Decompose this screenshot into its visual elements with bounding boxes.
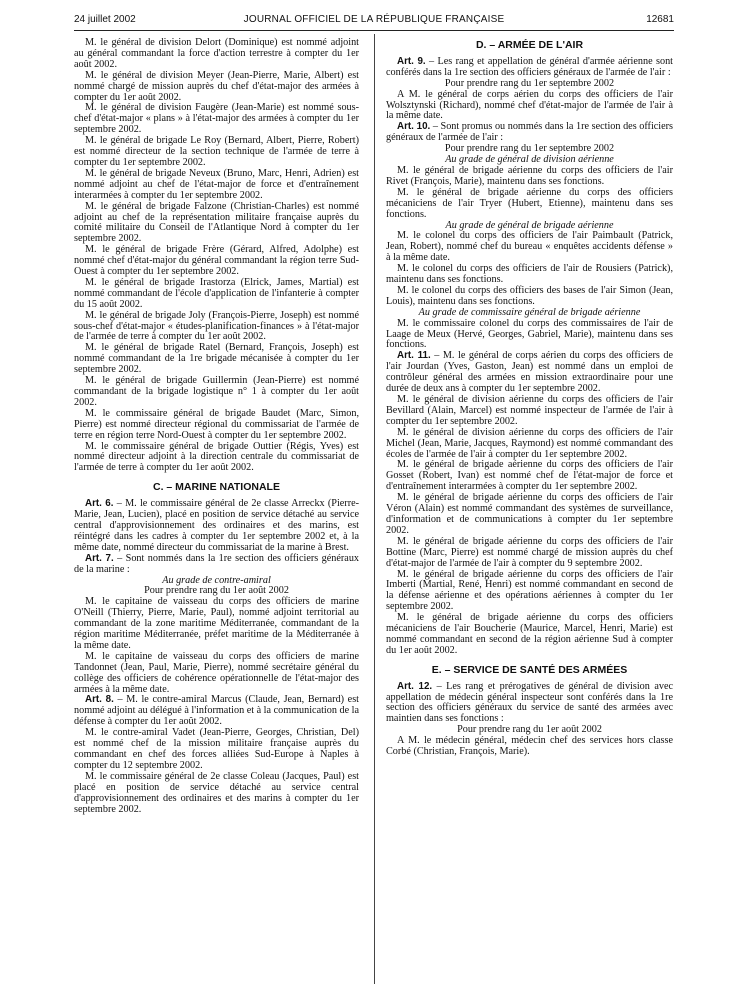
grade-subheading: Au grade de général de division aérienne — [445, 154, 614, 166]
paragraph: A M. le général de corps aérien du corps des officiers de l'air Wolsztynski (Richard), nommé chef d'état-major de l'armée de l'air à la même date. — [386, 88, 673, 122]
rank-date-line: Pour prendre rang du 1er août 2002 — [457, 724, 602, 736]
header-date: 24 juillet 2002 — [74, 14, 136, 25]
article-text: – M. le commissaire général de 2e classe Arreckx (Pierre-Marie, Jean, Lucien), placé en position de service détaché au service central d'approvisionnement des ordinaires et des marins, est réintégré dans les cadres à compter du 1er septembre 2002 et, à la même date, nommé directeur du commissariat de la marine à Brest. — [74, 498, 360, 553]
article-label: Art. 10. — [397, 121, 431, 133]
article-label: Art. 11. — [397, 350, 431, 362]
column-divider — [374, 34, 375, 984]
header-title: JOURNAL OFFICIEL DE LA RÉPUBLIQUE FRANÇAISE — [243, 14, 505, 25]
article-7 — [74, 554, 359, 576]
paragraph: M. le commissaire général de brigade Baudet (Marc, Simon, Pierre) est nommé directeur régional du commissariat de l'armée de terre en région terre Nord-Ouest à compter du 1er septembre 2002. — [74, 407, 359, 441]
paragraph: M. le général de brigade aérienne du corps des officiers mécaniciens de l'air Tryer (Hubert, Etienne), maintenu dans ses fonctions. — [386, 186, 673, 220]
article-label: Art. 7. — [85, 552, 114, 564]
paragraph: M. le général de brigade Le Roy (Bernard, Albert, Pierre, Robert) est nommé directeur de la section technique de l'armée de terre à compter du 1er septembre 2002. — [74, 135, 359, 168]
page-header — [74, 12, 674, 31]
article-8 — [74, 695, 359, 728]
paragraph: M. le général de brigade Irastorza (Elrick, James, Martial) est nommé commandant de l'école d'application de l'infanterie à compter du 15 août 2002. — [74, 276, 359, 310]
article-text: – Sont promus ou nommés dans la 1re section des officiers généraux de l'armée de l'air : — [386, 121, 674, 144]
paragraph: M. le général de brigade Falzone (Christian-Charles) est nommé adjoint au chef de la représentation militaire française auprès du comité militaire du Conseil de l'Atlantique Nord à compter du 1er septembre 2002. — [74, 200, 359, 245]
paragraph: M. le général de brigade aérienne du corps des officiers de l'air Imberti (Martial, René, Henri) est nommé commandant en second de la défense aérienne et des opérations aériennes à compter du 1er septembre 2002. — [386, 568, 673, 613]
paragraph: M. le général de brigade Guillermin (Jean-Pierre) est nommé commandant de la brigade logistique n° 1 à compter du 1er août 2002. — [74, 375, 359, 408]
paragraph: M. le colonel du corps des officiers de l'air de Rousiers (Patrick), maintenu dans ses fonctions. — [386, 263, 673, 286]
article-text: – Les rang et appellation de général d'armée aérienne sont conférés dans la 1re section des officiers généraux de l'armée de l'air : — [386, 55, 674, 78]
grade-subheading: Au grade de général de brigade aérienne — [445, 219, 614, 231]
paragraph: M. le capitaine de vaisseau du corps des officiers de marine O'Neill (Thierry, Pierre, Marie, Paul), nommé adjoint territorial au commandant de la zone maritime Méditerranée, commandant de la région maritime Méditerranée, préfet maritime de la Méditerranée à la même date. — [74, 596, 359, 651]
paragraph: M. le général de brigade aérienne du corps des officiers de l'air Véron (Alain) est nommé commandant des systèmes de surveillance, d'information et de communications à compter du 1er septembre 2002. — [386, 492, 673, 536]
rank-date-line: Pour prendre rang du 1er septembre 2002 — [444, 77, 615, 89]
paragraph: A M. le médecin général, médecin chef des services hors classe Corbé (Christian, François, Marie). — [386, 735, 673, 758]
article-10 — [386, 122, 673, 144]
article-text: – M. le contre-amiral Marcus (Claude, Jean, Bernard) est nommé adjoint au délégué à l'information et à la communication de la défense à compter du 1er août 2002. — [74, 694, 360, 728]
section-heading-sante: E. – SERVICE DE SANTÉ DES ARMÉES — [431, 663, 628, 676]
paragraph: M. le général de division aérienne du corps des officiers de l'air Michel (Jean, Marie, Jacques, Raymond) est nommé commandant des écoles de l'armée de l'air à compter du 1er septembre 2002. — [386, 426, 673, 460]
paragraph: M. le général de brigade Joly (François-Pierre, Joseph) est nommé sous-chef d'état-major « études-planification-finances » à l'état-major de l'armée de terre à compter du 1er août 2002. — [74, 309, 359, 343]
paragraph: M. le colonel du corps des officiers des bases de l'air Simon (Jean, Louis), maintenu dans ses fonctions. — [386, 284, 673, 307]
article-text: – M. le général de corps aérien du corps des officiers de l'air Jourdan (Yves, Gaston, Jean) est nommé dans un emploi de contrôleur général des armées en mission extraordinaire pour une durée de deux ans à compter du 1er septembre 2002. — [386, 350, 673, 395]
paragraph: M. le général de division Faugère (Jean-Marie) est nommé sous-chef d'état-major « plans » à l'état-major des armées à compter du 1er septembre 2002. — [74, 102, 359, 136]
paragraph: M. le général de brigade aérienne du corps des officiers de l'air Bottine (Marc, Pierre) est nommé chargé de mission auprès du chef d'état-major de l'armée de l'air à compter du 9 septembre 2002. — [386, 535, 673, 569]
paragraph: M. le général de brigade Ratel (Bernard, François, Joseph) est nommé commandant de la 1re brigade mécanisée à compter du 1er septembre 2002. — [74, 342, 359, 376]
paragraph: M. le général de brigade Frère (Gérard, Alfred, Adolphe) est nommé chef d'état-major du général commandant la région terre Sud-Ouest à compter du 1er septembre 2002. — [74, 244, 359, 278]
rank-date-line: Pour prendre rang du 1er août 2002 — [144, 585, 289, 597]
paragraph: M. le contre-amiral Vadet (Jean-Pierre, Georges, Christian, Del) est nommé chef de la mission militaire française auprès du commandant en chef des forces alliées Sud-Europe à Naples à compter du 12 septembre 2002. — [74, 727, 359, 771]
paragraph: M. le général de brigade aérienne du corps des officiers mécaniciens de l'air Boucherie (Maurice, Marcel, Henri, Marie) est nommé commandant en second de la région aérienne Sud à compter du 1er août 2002. — [386, 612, 673, 656]
article-text: – Les rang et prérogatives de général de division avec appellation de médecin général inspecteur sont conférés dans la 1re section des officiers généraux du service de santé des armées avec maintien dans ses fonctions : — [386, 680, 673, 725]
paragraph: M. le général de brigade aérienne du corps des officiers de l'air Gosset (Robert, Ivan) est nommé chef de l'état-major de force et d'entraînement interarmées à compter du 1er septembre 2002. — [386, 459, 673, 493]
paragraph: M. le commissaire colonel du corps des commissaires de l'air de Laage de Meux (Hervé, Georges, Gabriel, Marie), maintenu dans ses fonctions. — [386, 317, 673, 351]
grade-subheading: Au grade de commissaire général de brigade aérienne — [418, 306, 641, 318]
article-9 — [386, 57, 673, 79]
article-12 — [386, 682, 673, 726]
paragraph: M. le général de division Meyer (Jean-Pierre, Marie, Albert) est nommé chargé de mission auprès du chef d'état-major des armées à compter du 1er août 2002. — [74, 69, 359, 103]
article-label: Art. 8. — [85, 694, 114, 706]
article-text: – Sont nommés dans la 1re section des officiers généraux de la marine : — [74, 552, 360, 575]
grade-subheading: Au grade de contre-amiral — [162, 574, 271, 586]
paragraph: M. le général de division aérienne du corps des officiers de l'air Bevillard (Alain, Marcel) est nommé inspecteur de l'armée de l'air à compter du 1er septembre 2002. — [386, 394, 673, 427]
article-label: Art. 9. — [397, 55, 426, 67]
paragraph: M. le capitaine de vaisseau du corps des officiers de marine Tandonnet (Jean, Paul, Marie, Pierre), nommé secrétaire général du collège des officiers de cohérence opérationnelle de l'état-major des armées à la même date. — [74, 650, 359, 695]
paragraph: M. le commissaire général de 2e classe Coleau (Jacques, Paul) est placé en position de service détaché au service central d'approvisionnement des ordinaires et des marins à compter du 1er septembre 2002. — [74, 770, 359, 815]
rank-date-line: Pour prendre rang du 1er septembre 2002 — [444, 143, 615, 155]
section-heading-air: D. – ARMÉE DE L'AIR — [475, 39, 584, 51]
article-6 — [74, 499, 359, 554]
page-number: 12681 — [646, 14, 674, 25]
paragraph: M. le général de brigade aérienne du corps des officiers de l'air Rivet (François, Marie), maintenu dans ses fonctions. — [386, 164, 673, 187]
paragraph: M. le général de division Delort (Dominique) est nommé adjoint au général commandant la force d'action terrestre à compter du 1er août 2002. — [74, 37, 359, 70]
article-label: Art. 12. — [397, 680, 433, 692]
paragraph: M. le commissaire général de brigade Outtier (Régis, Yves) est nommé directeur adjoint à la direction centrale du commissariat de l'armée de terre à compter du 1er août 2002. — [74, 440, 359, 474]
paragraph: M. le colonel du corps des officiers de l'air Paimbault (Patrick, Jean, Robert), nommé chef du bureau « enquêtes accidents défense » à la même date. — [386, 230, 673, 264]
section-heading-marine: C. – MARINE NATIONALE — [153, 481, 280, 494]
article-11 — [386, 351, 673, 395]
left-column — [74, 38, 359, 815]
article-label: Art. 6. — [85, 498, 114, 510]
right-column — [386, 38, 673, 758]
paragraph: M. le général de brigade Neveux (Bruno, Marc, Henri, Adrien) est nommé adjoint au chef de l'état-major de force et d'entraînement interarmées à compter du 1er septembre 2002. — [74, 167, 359, 201]
